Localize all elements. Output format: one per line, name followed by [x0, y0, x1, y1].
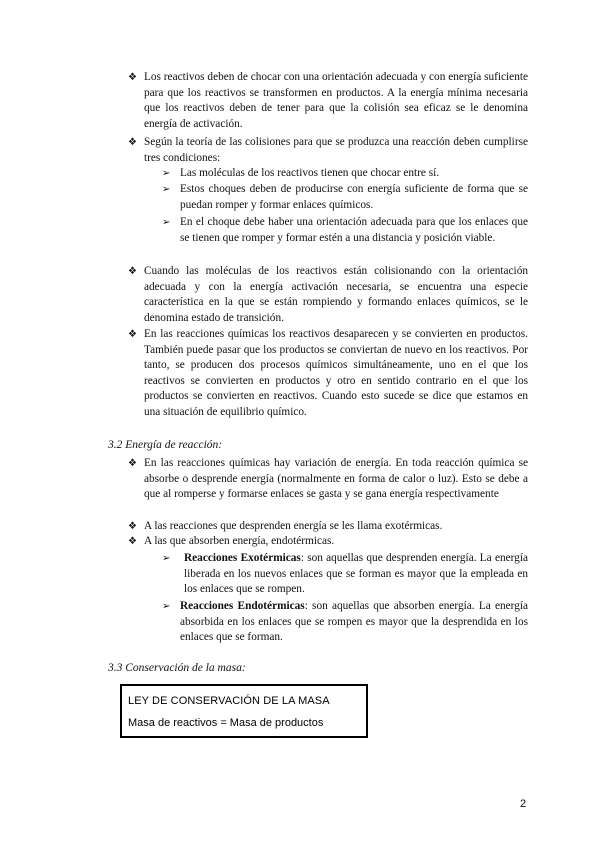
bullet-item	[128, 135, 528, 166]
paragraph: A las reacciones que desprenden energía se les llama exotérmicas.	[144, 520, 443, 532]
paragraph: Según la teoría de las colisiones para que se produzca una reacción deben cumplirse tres condiciones:	[144, 136, 528, 164]
bullet-icon: ❖	[128, 521, 137, 532]
definition-exothermic: : son aquellas que desprenden energía. La energía liberada en los nuevos enlaces que se forman es mayor que la empleada en los enlaces que se rompen.	[184, 552, 528, 596]
arrow-icon: ➢	[162, 553, 171, 564]
paragraph: Los reactivos deben de chocar con una orientación adecuada y con energía suficiente para que los reactivos se transformen en productos. A la energía mínima necesaria que los reactivos deben de tener para que la colisión sea eficaz se le denomina energía de activación.	[144, 71, 528, 130]
section-heading-energy: 3.2 Energía de reacción:	[108, 439, 223, 451]
paragraph: Estos choques deben de producirse con energía suficiente de forma que se puedan romper y formar enlaces químicos.	[180, 183, 528, 211]
section-heading-mass: 3.3 Conservación de la masa:	[108, 662, 246, 674]
bullet-icon: ❖	[128, 137, 137, 148]
term-exothermic: Reacciones Exotérmicas	[184, 552, 301, 564]
sub-item-endothermic	[162, 599, 528, 646]
arrow-icon: ➢	[162, 168, 171, 179]
bullet-icon: ❖	[128, 266, 137, 277]
sub-item	[162, 215, 528, 246]
law-equation: Masa de reactivos = Masa de productos	[128, 717, 324, 729]
paragraph	[184, 551, 528, 598]
bullet-item	[128, 519, 528, 535]
paragraph: Cuando las moléculas de los reactivos están colisionando con la orientación adecuada y con la energía activación necesaria, se encuentra una especie característica en la que se están rompiendo y formando enlaces químicos, se le denomina estado de transición.	[144, 265, 528, 324]
bullet-icon: ❖	[128, 458, 137, 469]
paragraph: En el choque debe haber una orientación adecuada para que los enlaces que se tienen que romper y formar estén a una distancia y posición viable.	[180, 216, 528, 244]
arrow-icon: ➢	[162, 217, 171, 228]
arrow-icon: ➢	[162, 184, 171, 195]
bullet-item	[128, 327, 528, 421]
bullet-item	[128, 70, 528, 132]
sub-item-exothermic	[162, 551, 528, 598]
sub-item	[162, 166, 528, 182]
bullet-item	[128, 456, 528, 503]
bullet-icon: ❖	[128, 536, 137, 547]
law-title: LEY DE CONSERVACIÓN DE LA MASA	[128, 695, 330, 707]
paragraph: En las reacciones químicas los reactivos desaparecen y se convierten en productos. También puede pasar que los productos se conviertan de nuevo en los reactivos. Por tanto, se producen dos procesos químicos simultáneamente, uno en el que los reactivos se convierten en productos y otro en sentido contrario en el que los productos se convierten en reactivos. Cuando esto sucede se dice que estamos en una situación de equilibrio químico.	[144, 328, 528, 418]
bullet-item	[128, 264, 528, 326]
bullet-icon: ❖	[128, 72, 137, 83]
paragraph	[180, 599, 528, 646]
page-number: 2	[520, 798, 527, 810]
definition-endothermic: : son aquellas que absorben energía. La energía absorbida en los enlaces que se rompen es mayor que la desprendida en los enlaces que se forman.	[180, 600, 528, 644]
sub-item	[162, 182, 528, 213]
law-box	[120, 684, 368, 738]
paragraph: En las reacciones químicas hay variación de energía. En toda reacción química se absorbe o desprende energía (normalmente en forma de calor o luz). Esto se debe a que al romperse y formarse enlaces se gasta y se gana energía respectivamente	[144, 457, 528, 501]
bullet-icon: ❖	[128, 329, 137, 340]
arrow-icon: ➢	[162, 601, 171, 612]
bullet-item	[128, 534, 528, 550]
paragraph: A las que absorben energía, endotérmicas.	[144, 535, 335, 547]
term-endothermic: Reacciones Endotérmicas	[180, 600, 305, 612]
paragraph: Las moléculas de los reactivos tienen que chocar entre sí.	[180, 167, 440, 179]
